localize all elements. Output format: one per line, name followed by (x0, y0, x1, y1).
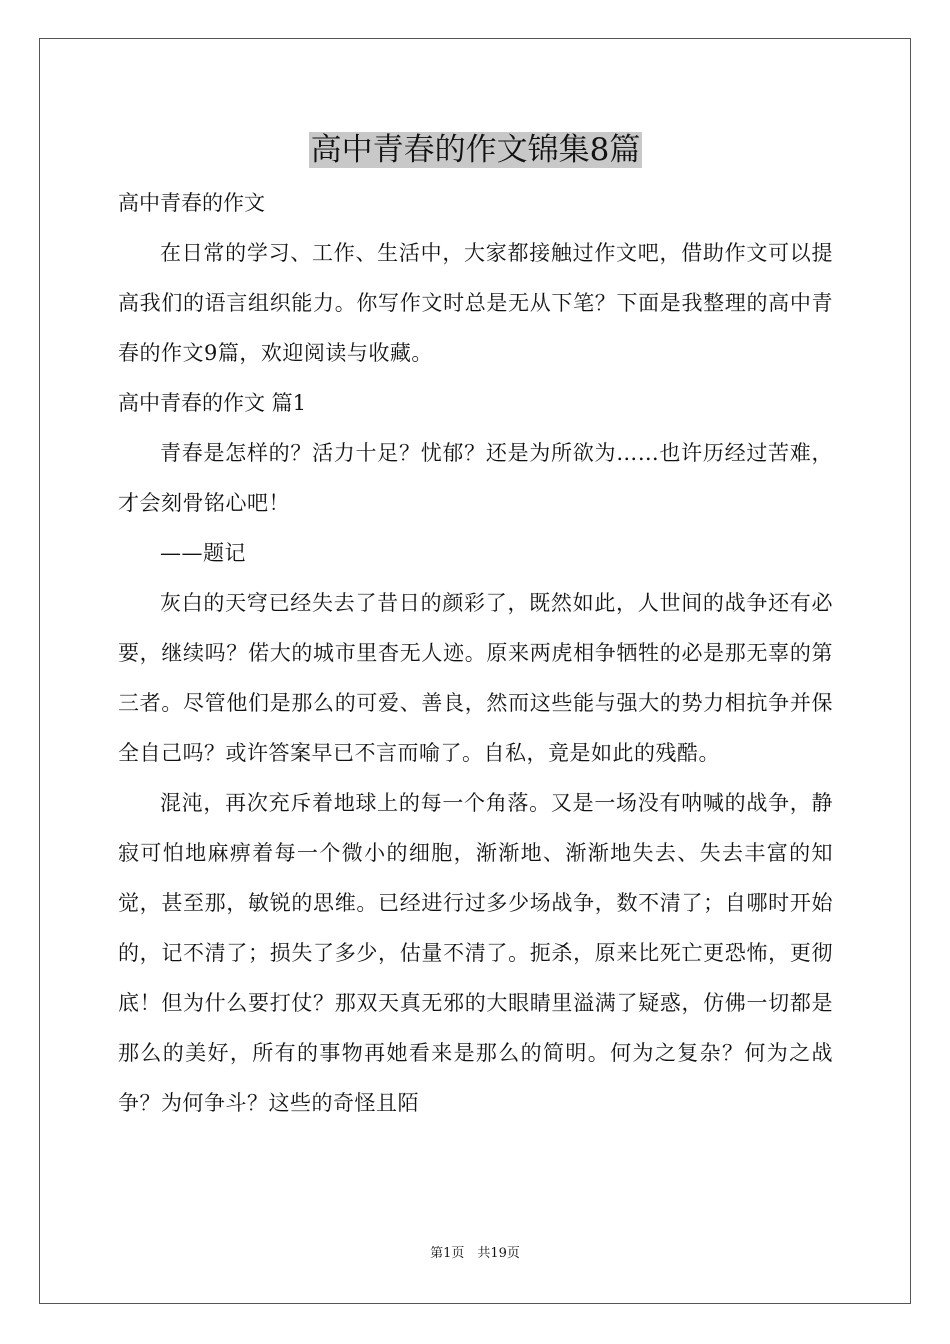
paragraph-3: 混沌，再次充斥着地球上的每一个角落。又是一场没有呐喊的战争，静寂可怕地麻痹着每一个微小的细胞，渐渐地、渐渐地失去、失去丰富的知觉，甚至那，敏锐的思维。已经进行过多少场战争，数不清了；自哪时开始的，记不清了；损失了多少，估量不清了。扼杀，原来比死亡更恐怖，更彻底！但为什么要打仗？那双天真无邪的大眼睛里溢满了疑惑，仿佛一切都是那么的美好，所有的事物再她看来是那么的简明。何为之复杂？何为之战争？为何争斗？这些的奇怪且陌 (118, 791, 833, 1115)
paragraph-2: 灰白的天穹已经失去了昔日的颜彩了，既然如此，人世间的战争还有必要，继续吗？偌大的城市里杳无人迹。原来两虎相争牺牲的必是那无辜的第三者。尽管他们是那么的可爱、善良，然而这些能与强大的势力相抗争并保全自己吗？或许答案早已不言而喻了。自私，竟是如此的残酷。 (118, 591, 833, 765)
document-title (118, 122, 833, 178)
document-body (118, 122, 833, 1128)
page-footer: 第1页 共19页 (430, 1246, 520, 1261)
paragraph-epigraph: ——题记 (160, 541, 246, 565)
subheading: 高中青春的作文 (118, 191, 265, 215)
document-title-text: 高中青春的作文锦集8篇 (310, 132, 641, 168)
section-heading: 高中青春的作文 篇1 (118, 391, 307, 415)
intro-paragraph: 在日常的学习、工作、生活中，大家都接触过作文吧，借助作文可以提高我们的语言组织能力。你写作文时总是无从下笔？下面是我整理的高中青春的作文9篇，欢迎阅读与收藏。 (118, 241, 833, 365)
paragraph-1: 青春是怎样的？活力十足？忧郁？还是为所欲为……也许历经过苦难，才会刻骨铭心吧！ (118, 441, 833, 515)
